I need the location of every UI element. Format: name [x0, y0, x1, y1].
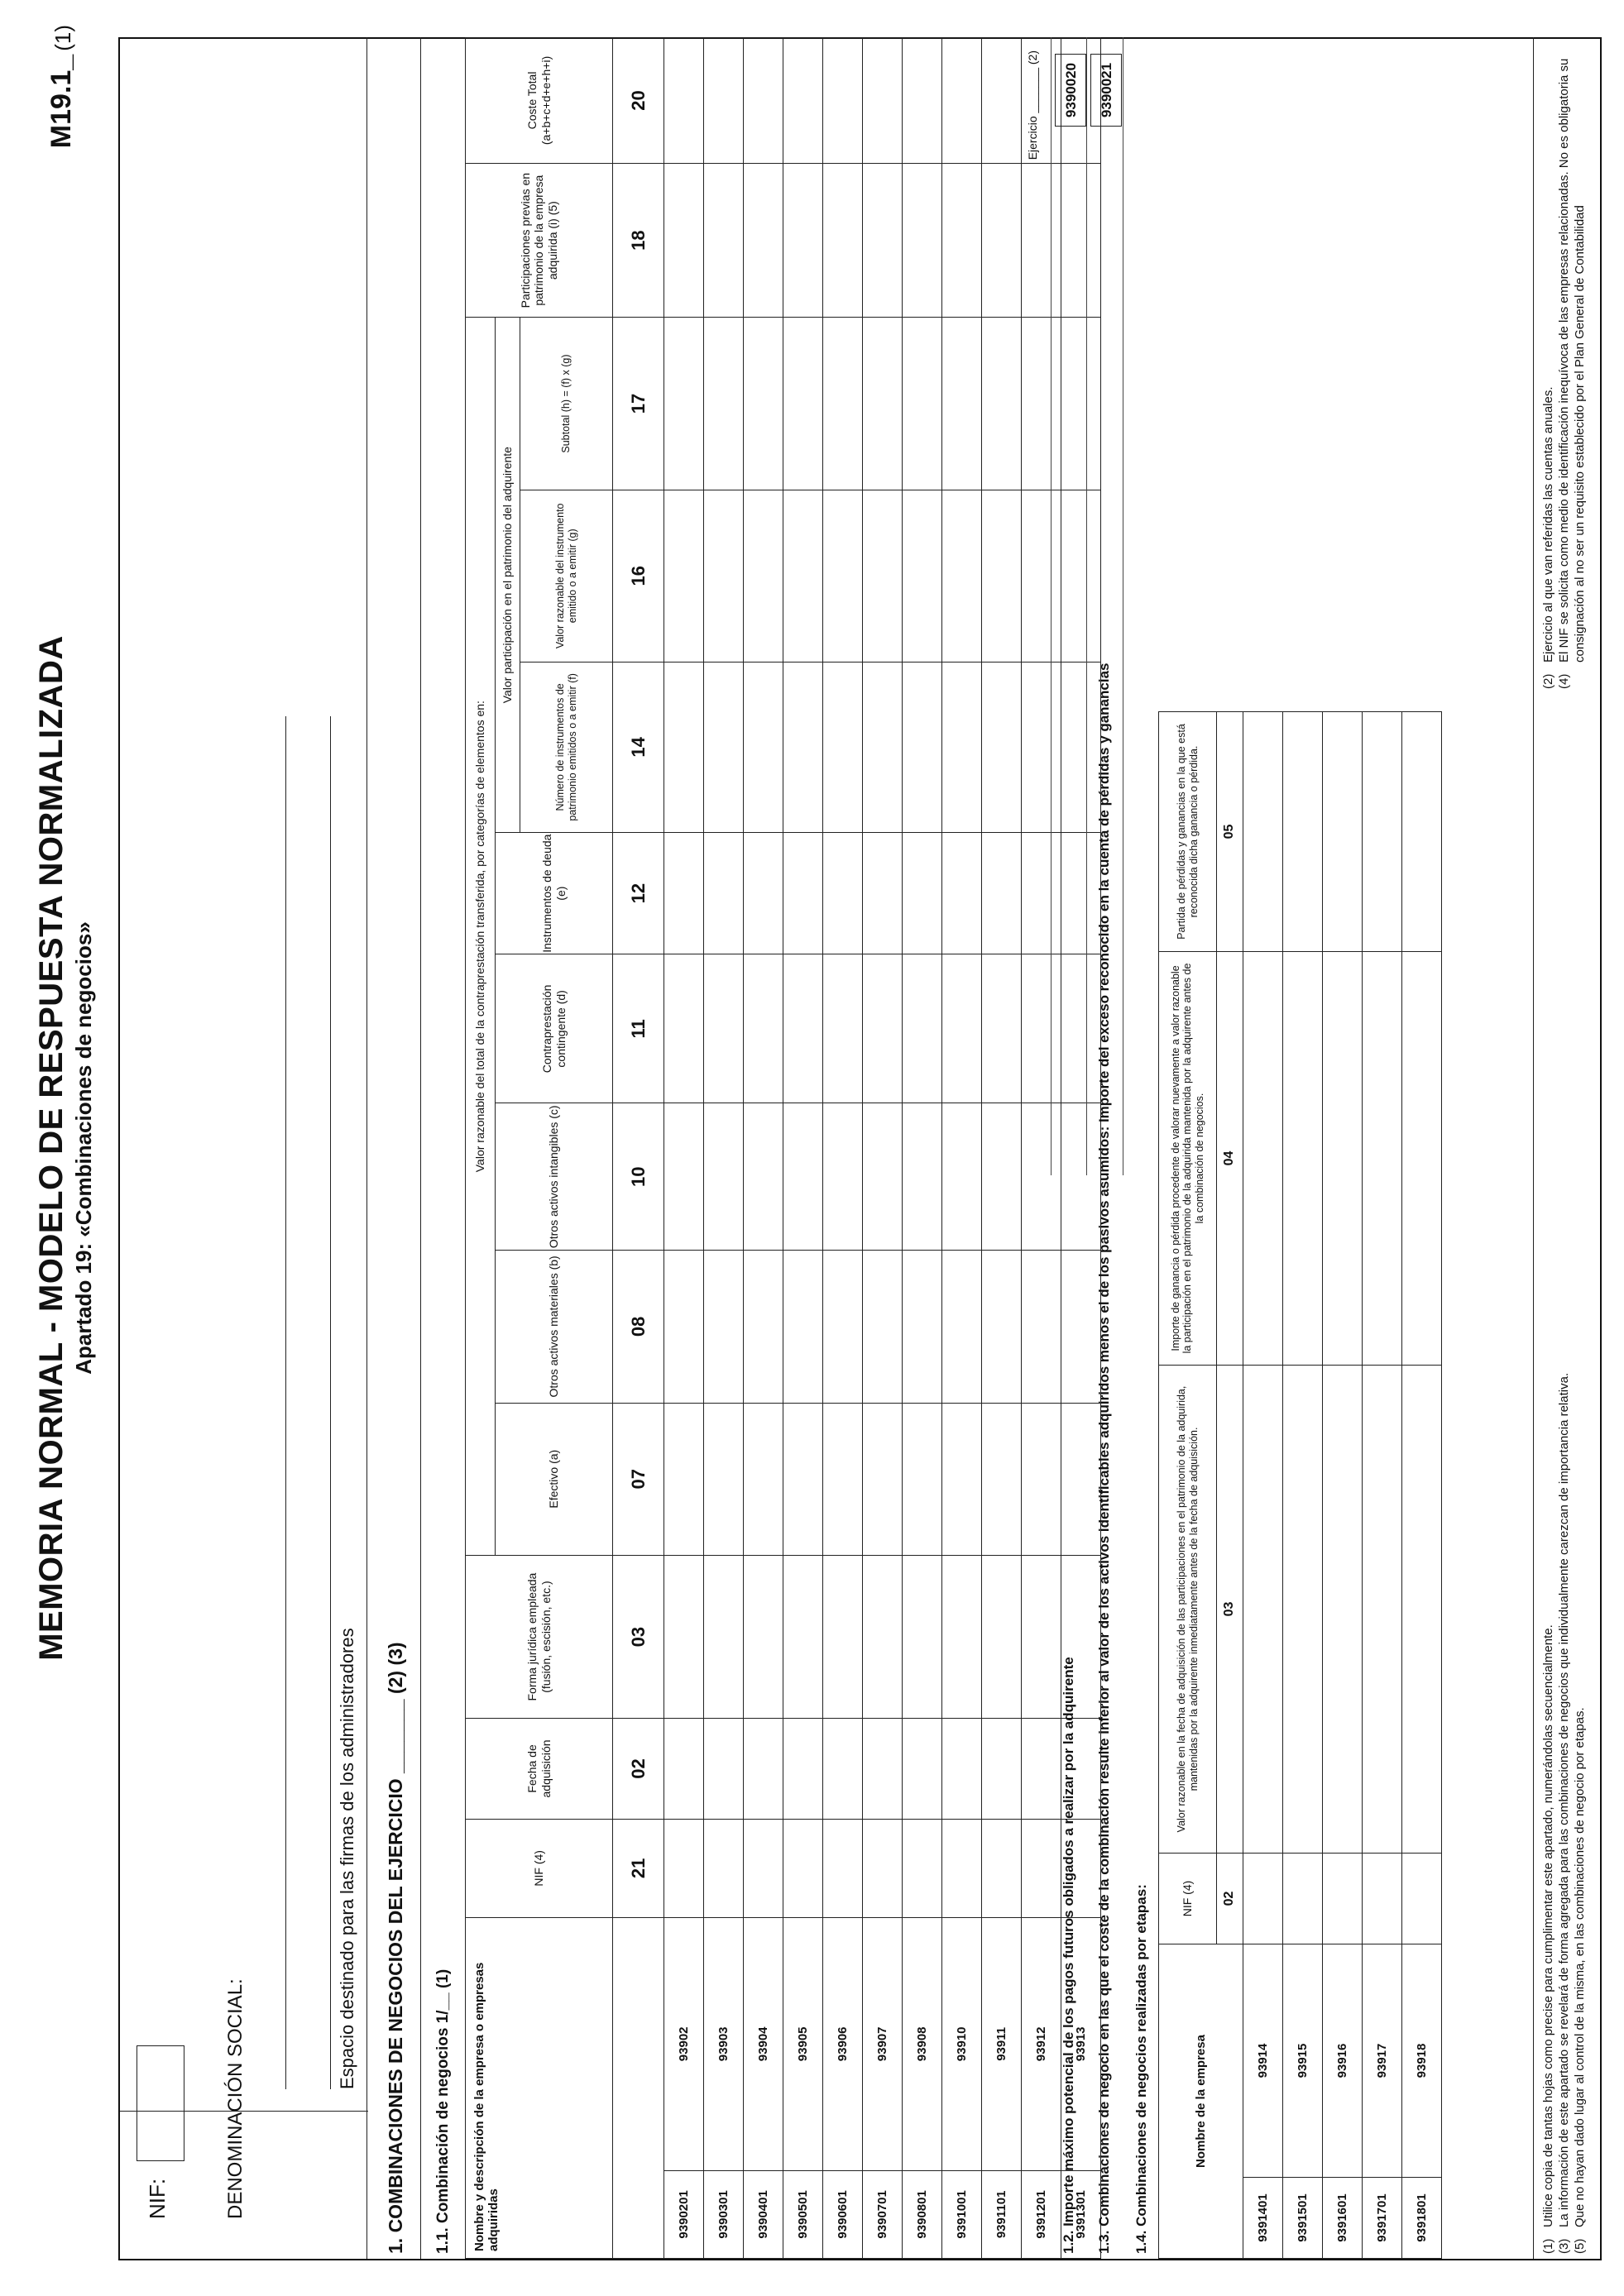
col-header-fecha: Fecha de adquisición — [466, 1719, 613, 1819]
input-cell[interactable] — [1243, 951, 1283, 1365]
col-header-deuda: Instrumentos de deuda (e) — [496, 832, 613, 954]
input-cell[interactable] — [1022, 1719, 1061, 1819]
row-code: 9391201 — [1022, 2170, 1061, 2258]
input-cell[interactable] — [1022, 1555, 1061, 1718]
input-cell[interactable] — [1402, 951, 1442, 1365]
input-cell[interactable] — [1022, 1103, 1061, 1251]
input-cell[interactable] — [823, 954, 863, 1103]
table-row — [863, 38, 903, 2259]
input-cell[interactable] — [664, 662, 704, 832]
col-header-nif: NIF (4) — [466, 1819, 613, 1917]
table-row — [1323, 711, 1363, 2258]
row-code-secondary: 93903 — [704, 1917, 744, 2170]
row-code: 9391401 — [1243, 2178, 1283, 2259]
input-cell[interactable] — [704, 1719, 744, 1819]
col-number: 16 — [613, 490, 664, 662]
input-cell[interactable] — [744, 1719, 783, 1819]
input-cell[interactable] — [744, 163, 783, 318]
input-cell[interactable] — [1022, 662, 1061, 832]
input-cell[interactable] — [783, 1819, 823, 1917]
input-cell[interactable] — [942, 1251, 982, 1403]
row-code-secondary: 93917 — [1363, 1944, 1402, 2177]
row-code: 9390601 — [823, 2170, 863, 2258]
input-cell[interactable] — [704, 1819, 744, 1917]
input-cell[interactable] — [1022, 1819, 1061, 1917]
col-header-contingente: Contraprestación contingente (d) — [496, 954, 613, 1103]
input-cell[interactable] — [744, 832, 783, 954]
row-code-secondary: 93911 — [982, 1917, 1022, 2170]
row-code: 9390701 — [863, 2170, 903, 2258]
input-cell[interactable] — [863, 662, 903, 832]
input-cell[interactable] — [1243, 711, 1283, 951]
footnote-number: (2) — [1541, 673, 1555, 689]
input-cell[interactable] — [1022, 832, 1061, 954]
col-header-importe-ganancia: Importe de ganancia o pérdida procedente de valorar nuevamente a valor razonable la participación en el patrimonio de la adquirida mantenida por la adquirente antes de la combinación de negocios. — [1159, 951, 1217, 1365]
input-cell[interactable] — [1061, 1103, 1101, 1251]
input-cell[interactable] — [823, 1819, 863, 1917]
input-cell[interactable] — [942, 1403, 982, 1555]
table-row — [1363, 711, 1402, 2258]
col-header-previas: Participaciones previas en patrimonio de la empresa adquirida (i) (5) — [466, 163, 613, 318]
input-cell[interactable] — [1363, 711, 1402, 951]
input-cell[interactable] — [664, 38, 704, 164]
input-cell[interactable] — [942, 1103, 982, 1251]
input-cell[interactable] — [664, 1719, 704, 1819]
row-code: 9391601 — [1323, 2178, 1363, 2259]
input-cell[interactable] — [704, 318, 744, 490]
input-cell[interactable] — [664, 1403, 704, 1555]
input-cell[interactable] — [1363, 951, 1402, 1365]
row-code: 9391001 — [942, 2170, 982, 2258]
row-code: 9391701 — [1363, 2178, 1402, 2259]
row-code: 9390401 — [744, 2170, 783, 2258]
footnote — [1540, 44, 1556, 689]
input-cell[interactable] — [942, 490, 982, 662]
input-cell[interactable] — [783, 1555, 823, 1718]
footnote — [1540, 707, 1556, 2254]
input-cell[interactable] — [982, 1819, 1022, 1917]
input-cell[interactable] — [1323, 951, 1363, 1365]
nif-field[interactable] — [137, 2045, 184, 2161]
input-cell[interactable] — [863, 832, 903, 954]
input-cell[interactable] — [982, 1103, 1022, 1251]
input-cell[interactable] — [982, 1251, 1022, 1403]
input-cell[interactable] — [903, 38, 942, 164]
col-number: 02 — [1217, 1853, 1243, 1944]
row-code: 9390801 — [903, 2170, 942, 2258]
footnote-number: (4) — [1557, 673, 1571, 689]
col-group-participacion: Valor participación en el patrimonio del adquirente — [496, 318, 520, 833]
input-cell[interactable] — [903, 490, 942, 662]
input-cell[interactable] — [744, 662, 783, 832]
input-cell[interactable] — [1061, 662, 1101, 832]
model-code — [46, 25, 78, 148]
row-code-secondary: 93910 — [942, 1917, 982, 2170]
input-cell[interactable] — [942, 832, 982, 954]
input-cell[interactable] — [783, 1403, 823, 1555]
col-header-empresa: Nombre de la empresa — [1159, 1944, 1243, 2258]
footnote — [1572, 707, 1588, 2254]
input-cell[interactable] — [744, 1103, 783, 1251]
row-code: 9390301 — [704, 2170, 744, 2258]
col-header-nif: NIF (4) — [1159, 1853, 1217, 1944]
input-cell[interactable] — [982, 1719, 1022, 1819]
input-cell[interactable] — [823, 1719, 863, 1819]
input-cell[interactable] — [744, 1819, 783, 1917]
input-cell[interactable] — [783, 318, 823, 490]
input-cell[interactable] — [903, 832, 942, 954]
footnotes-right — [1540, 44, 1588, 689]
input-cell[interactable] — [863, 1251, 903, 1403]
subsection-1-2-title: 1.2. Importe máximo potencial de los pagos futuros obligados a realizar por la adquirente — [1061, 1657, 1076, 2254]
input-cell[interactable] — [982, 832, 1022, 954]
input-cell[interactable] — [823, 318, 863, 490]
input-cell[interactable] — [664, 1819, 704, 1917]
table-row — [1402, 711, 1442, 2258]
input-cell[interactable] — [1402, 711, 1442, 951]
input-cell[interactable] — [704, 38, 744, 164]
row-code-secondary: 93918 — [1402, 1944, 1442, 2177]
denominacion-line-1[interactable] — [285, 716, 286, 2089]
input-cell[interactable] — [744, 1555, 783, 1718]
input-cell[interactable] — [783, 1251, 823, 1403]
input-cell[interactable] — [664, 490, 704, 662]
row-code-secondary: 93906 — [823, 1917, 863, 2170]
input-cell[interactable] — [1283, 711, 1323, 951]
input-cell[interactable] — [942, 1719, 982, 1819]
input-cell[interactable] — [823, 38, 863, 164]
input-cell[interactable] — [982, 1403, 1022, 1555]
col-header-numero: Número de instrumentos de patrimonio emitidos o a emitir (f) — [520, 662, 613, 832]
row-code: 9391301 — [1061, 2170, 1101, 2258]
footnote-text: El NIF se solicita como medio de identificación inequívoca de las empresas relacionadas. No es obligatoria su consignación al no ser un requisito establecido por el Plan General de Contabilidad — [1557, 58, 1587, 662]
footnotes-left — [1540, 707, 1588, 2254]
table-row — [704, 38, 744, 2259]
input-cell[interactable] — [783, 1719, 823, 1819]
input-cell[interactable] — [1022, 490, 1061, 662]
code-1-3-box: 9390021 — [1090, 54, 1122, 127]
col-number: 14 — [613, 662, 664, 832]
input-cell[interactable] — [863, 38, 903, 164]
col-number: 10 — [613, 1103, 664, 1251]
form-title: MEMORIA NORMAL - MODELO DE RESPUESTA NORMALIZADA — [33, 635, 69, 1661]
input-cell[interactable] — [783, 662, 823, 832]
input-cell[interactable] — [942, 662, 982, 832]
input-cell[interactable] — [823, 832, 863, 954]
input-cell[interactable] — [863, 1819, 903, 1917]
input-cell[interactable] — [903, 1555, 942, 1718]
input-cell[interactable] — [1061, 318, 1101, 490]
table-etapas-body — [1243, 711, 1442, 2258]
input-cell[interactable] — [1061, 1251, 1101, 1403]
col-number-blank — [613, 1917, 664, 2258]
input-cell[interactable] — [1283, 1365, 1323, 1853]
input-cell[interactable] — [1243, 1365, 1283, 1853]
row-code-secondary: 93908 — [903, 1917, 942, 2170]
input-cell[interactable] — [1323, 1365, 1363, 1853]
input-cell[interactable] — [1243, 1853, 1283, 1944]
input-cell[interactable] — [1022, 1251, 1061, 1403]
input-cell[interactable] — [982, 954, 1022, 1103]
col-number: 07 — [613, 1403, 664, 1555]
footnote-text: Ejercicio al que van referidas las cuentas anuales. — [1541, 386, 1555, 662]
input-cell[interactable] — [704, 163, 744, 318]
col-number: 05 — [1217, 711, 1243, 951]
col-header-name: Nombre y descripción de la empresa o empresas adquiridas — [466, 1917, 613, 2258]
input-cell[interactable] — [704, 1555, 744, 1718]
input-cell[interactable] — [1363, 1365, 1402, 1853]
col-number: 03 — [613, 1555, 664, 1718]
input-cell[interactable] — [783, 1103, 823, 1251]
col-number: 20 — [613, 38, 664, 164]
row-1-2-divider — [1086, 37, 1087, 1175]
row-code: 9391501 — [1283, 2178, 1323, 2259]
signature-space-label: Espacio destinado para las firmas de los administradores — [337, 1628, 357, 2089]
row-code-secondary: 93916 — [1323, 1944, 1363, 2177]
col-group-valor-razonable: Valor razonable del total de la contraprestación transferida, por categorías de elementos en: — [466, 318, 496, 1555]
row-code-secondary: 93905 — [783, 1917, 823, 2170]
input-cell[interactable] — [664, 832, 704, 954]
table-row — [1283, 711, 1323, 2258]
col-header-valor-instrumento: Valor razonable del instrumento emitido o a emitir (g) — [520, 490, 613, 662]
row-code: 9390501 — [783, 2170, 823, 2258]
input-cell[interactable] — [1402, 1853, 1442, 1944]
table-combinaciones — [465, 37, 1101, 2259]
input-cell[interactable] — [1061, 490, 1101, 662]
col-header-efectivo: Efectivo (a) — [496, 1403, 613, 1555]
input-cell[interactable] — [704, 1103, 744, 1251]
col-number: 02 — [613, 1719, 664, 1819]
table-combinaciones-body — [664, 38, 1101, 2259]
ejercicio-label: Ejercicio _______ (2) — [1026, 50, 1039, 160]
input-cell[interactable] — [783, 832, 823, 954]
col-header-valor-fecha: Valor razonable en la fecha de adquisición de las participaciones en el patrimonio de la adquirida, mantenidas por la adquirente inmediatamente antes de la fecha de adquisición. — [1159, 1365, 1217, 1853]
input-cell[interactable] — [903, 1403, 942, 1555]
row-code-secondary: 93904 — [744, 1917, 783, 2170]
input-cell[interactable] — [704, 1251, 744, 1403]
table-etapas — [1158, 711, 1442, 2259]
input-cell[interactable] — [1061, 954, 1101, 1103]
footnote-text: Utilice copia de tantas hojas como precise para cumplimentar este apartado, numerándolas secuencialmente. — [1541, 1624, 1555, 2227]
row-code-secondary: 93912 — [1022, 1917, 1061, 2170]
col-number: 11 — [613, 954, 664, 1103]
footnote — [1556, 707, 1572, 2254]
input-cell[interactable] — [863, 1403, 903, 1555]
input-cell[interactable] — [863, 490, 903, 662]
row-code: 9391801 — [1402, 2178, 1442, 2259]
input-cell[interactable] — [903, 1719, 942, 1819]
subsection-1-1-title: 1.1. Combinación de negocios 1/__ (1) — [434, 1968, 452, 2254]
model-code-note: (1) — [50, 25, 75, 51]
input-cell[interactable] — [823, 1555, 863, 1718]
input-cell[interactable] — [863, 163, 903, 318]
id-divider — [120, 2111, 368, 2112]
row-code: 9390201 — [664, 2170, 704, 2258]
input-cell[interactable] — [704, 662, 744, 832]
input-cell[interactable] — [1061, 1403, 1101, 1555]
input-cell[interactable] — [903, 1251, 942, 1403]
input-cell[interactable] — [863, 1719, 903, 1819]
input-cell[interactable] — [863, 954, 903, 1103]
input-cell[interactable] — [744, 1251, 783, 1403]
input-cell[interactable] — [704, 954, 744, 1103]
denominacion-label: DENOMINACIÓN SOCIAL: — [224, 1978, 247, 2219]
input-cell[interactable] — [942, 1555, 982, 1718]
section-1-divider — [420, 37, 421, 2259]
input-cell[interactable] — [704, 1403, 744, 1555]
input-cell[interactable] — [863, 318, 903, 490]
input-cell[interactable] — [823, 490, 863, 662]
row-code: 9391101 — [982, 2170, 1022, 2258]
input-cell[interactable] — [823, 662, 863, 832]
col-header-partida: Partida de pérdidas y ganancias en la que está reconocida dicha ganancia o pérdida. — [1159, 711, 1217, 951]
input-cell[interactable] — [863, 1103, 903, 1251]
input-cell[interactable] — [744, 1403, 783, 1555]
subsection-1-3-title: 1.3. Combinaciones de negocio en las que el coste de la combinación resulte inferior al valor de los activos identificables adquiridos menos el de los pasivos asumidos: Importe del exceso reconocido en la cuenta de pérdidas y ganancias — [1096, 662, 1112, 2254]
row-code-secondary: 93902 — [664, 1917, 704, 2170]
input-cell[interactable] — [1323, 1853, 1363, 1944]
input-cell[interactable] — [1061, 832, 1101, 954]
table-row — [744, 38, 783, 2259]
input-cell[interactable] — [942, 954, 982, 1103]
input-cell[interactable] — [982, 318, 1022, 490]
input-cell[interactable] — [982, 490, 1022, 662]
input-cell[interactable] — [783, 954, 823, 1103]
footnote-number: (5) — [1573, 2238, 1587, 2254]
input-cell[interactable] — [942, 1819, 982, 1917]
col-header-intangibles: Otros activos intangibles (c) — [496, 1103, 613, 1251]
col-number: 04 — [1217, 951, 1243, 1365]
input-cell[interactable] — [942, 38, 982, 164]
input-cell[interactable] — [982, 163, 1022, 318]
input-cell[interactable] — [982, 38, 1022, 164]
input-cell[interactable] — [1283, 1853, 1323, 1944]
input-cell[interactable] — [823, 1103, 863, 1251]
input-cell[interactable] — [1363, 1853, 1402, 1944]
col-header-forma: Forma jurídica empleada (fusión, escisión, etc.) — [466, 1555, 613, 1718]
col-number: 08 — [613, 1251, 664, 1403]
denominacion-line-2[interactable] — [330, 716, 331, 2089]
input-cell[interactable] — [704, 490, 744, 662]
input-cell[interactable] — [903, 1819, 942, 1917]
input-cell[interactable] — [664, 1103, 704, 1251]
model-code-value: M19.1_ — [46, 54, 77, 149]
input-cell[interactable] — [783, 38, 823, 164]
col-header-materiales: Otros activos materiales (b) — [496, 1251, 613, 1403]
footnote-text: Que no hayan dado lugar al control de la misma, en las combinaciones de negocio por etapas. — [1573, 1707, 1587, 2227]
table-row — [1243, 711, 1283, 2258]
input-cell[interactable] — [823, 1251, 863, 1403]
input-cell[interactable] — [744, 954, 783, 1103]
input-cell[interactable] — [744, 38, 783, 164]
input-cell[interactable] — [903, 954, 942, 1103]
footnotes-divider — [1533, 37, 1534, 2259]
table-row — [664, 38, 704, 2259]
input-cell[interactable] — [942, 318, 982, 490]
col-number: 12 — [613, 832, 664, 954]
input-cell[interactable] — [664, 1251, 704, 1403]
form-subtitle: Apartado 19: «Combinaciones de negocios» — [71, 921, 96, 1375]
input-cell[interactable] — [1022, 163, 1061, 318]
input-cell[interactable] — [863, 1555, 903, 1718]
footnote-text: La información de este apartado se revelará de forma agregada para las combinaciones de negocios que individualmente carezcan de importancia relativa. — [1557, 1372, 1571, 2227]
row-code-secondary: 93913 — [1061, 1917, 1101, 2170]
input-cell[interactable] — [1061, 163, 1101, 318]
input-cell[interactable] — [982, 662, 1022, 832]
col-header-coste-total: Coste Total (a+b+c+d+e+h+i) — [466, 38, 613, 164]
input-cell[interactable] — [664, 318, 704, 490]
ejercicio-divider — [1051, 37, 1052, 1175]
input-cell[interactable] — [664, 163, 704, 318]
input-cell[interactable] — [744, 318, 783, 490]
input-cell[interactable] — [783, 163, 823, 318]
footnote-number: (1) — [1541, 2238, 1555, 2254]
input-cell[interactable] — [1402, 1365, 1442, 1853]
input-cell[interactable] — [1283, 951, 1323, 1365]
footnote-number: (3) — [1557, 2238, 1571, 2254]
input-cell[interactable] — [903, 163, 942, 318]
table-row — [982, 38, 1022, 2259]
row-code-secondary: 93915 — [1283, 1944, 1323, 2177]
col-number: 17 — [613, 318, 664, 490]
col-number: 18 — [613, 163, 664, 318]
input-cell[interactable] — [744, 490, 783, 662]
input-cell[interactable] — [1022, 954, 1061, 1103]
input-cell[interactable] — [704, 832, 744, 954]
section-1-title: 1. COMBINACIONES DE NEGOCIOS DEL EJERCICIO _______ (2) (3) — [385, 1642, 406, 2254]
nif-label: NIF: — [145, 2178, 170, 2219]
input-cell[interactable] — [1022, 318, 1061, 490]
input-cell[interactable] — [903, 1103, 942, 1251]
subsection-1-4-title: 1.4. Combinaciones de negocios realizadas por etapas: — [1133, 1884, 1149, 2254]
input-cell[interactable] — [1022, 1403, 1061, 1555]
input-cell[interactable] — [1323, 711, 1363, 951]
code-1-2-box: 9390020 — [1055, 54, 1086, 127]
input-cell[interactable] — [823, 163, 863, 318]
col-number: 21 — [613, 1819, 664, 1917]
table-row — [903, 38, 942, 2259]
input-cell[interactable] — [903, 662, 942, 832]
input-cell[interactable] — [664, 1555, 704, 1718]
table-row — [942, 38, 982, 2259]
footnote — [1556, 44, 1588, 689]
row-code-secondary: 93914 — [1243, 1944, 1283, 2177]
form-frame — [118, 37, 1602, 2260]
section-divider — [366, 37, 367, 2259]
input-cell[interactable] — [942, 163, 982, 318]
col-header-subtotal: Subtotal (h) = (f) x (g) — [520, 318, 613, 490]
input-cell[interactable] — [903, 318, 942, 490]
col-number: 03 — [1217, 1365, 1243, 1853]
table-row — [1022, 38, 1061, 2259]
input-cell[interactable] — [982, 1555, 1022, 1718]
row-code-secondary: 93907 — [863, 1917, 903, 2170]
input-cell[interactable] — [664, 954, 704, 1103]
input-cell[interactable] — [783, 490, 823, 662]
table-row — [823, 38, 863, 2259]
table-row — [783, 38, 823, 2259]
input-cell[interactable] — [823, 1403, 863, 1555]
